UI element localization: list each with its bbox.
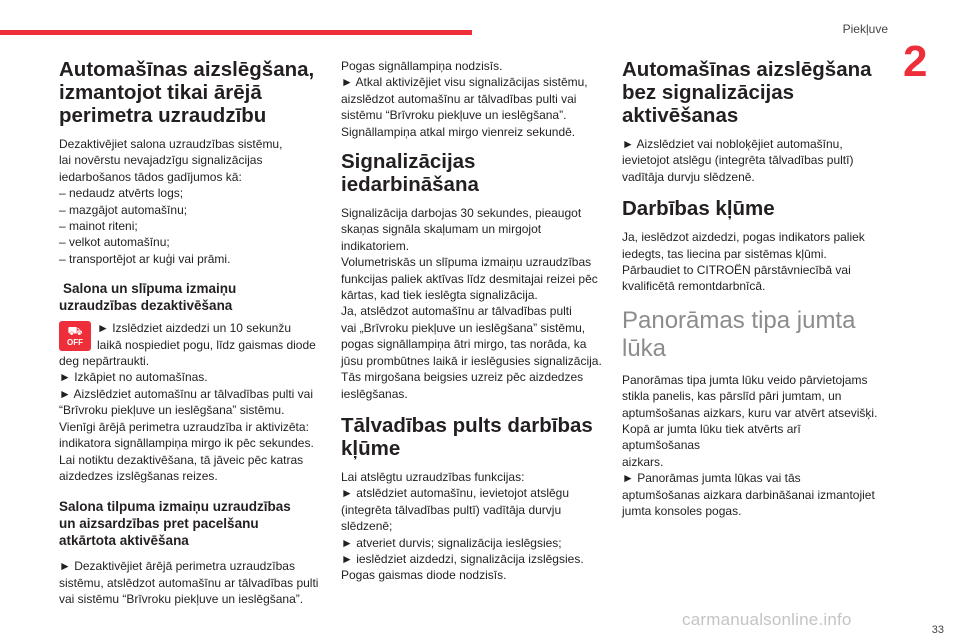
alarm-trigger-body: Signalizācija darbojas 30 sekundes, pieaugot skaņas signāla skaļumam un mirgojot indikatoriem. Volumetriskās un slīpuma izmaiņu uzraudzības funkcijas paliek aktīvas līdz desmitajai reizei pēc kārtas, kad tiek ieslēgta signalizācija. Ja, atslēdzot automašīnu ar tālvadības pulti vai „Brīvroku piekļuve un ieslēgšana” sistēmu, pogas signāllampiņa ātri mirgo, tas norāda, ka jūsu prombūtnes laikā ir ieslēgusies signalizācija. Tās mirgošana beigsies uzreiz pēc aizdedzes ieslēgšanas. xyxy=(341,206,602,401)
list-item: – mazgājot automašīnu; xyxy=(59,202,188,217)
section-name: Piekļuve xyxy=(842,22,888,36)
heading-lock-perimeter: Automašīnas aizslēgšana, izmantojot tikai ārējā perimetra uzraudzību xyxy=(59,58,315,127)
heading-remote-failure: Tālvadības pults darbības kļūme xyxy=(341,413,593,460)
heading-lock-without-alarm: Automašīnas aizslēgšana bez signalizācijas aktivēšanas xyxy=(622,58,872,127)
subheading-reactivation: Salona tilpuma izmaiņu uzraudzības un aizsardzības pret pacelšanu atkārtota aktivēšana xyxy=(59,499,291,549)
column-3 xyxy=(622,58,882,520)
watermark: carmanualsonline.info xyxy=(682,610,852,629)
dash-list xyxy=(59,185,324,267)
page-number: 33 xyxy=(931,624,944,636)
column-2 xyxy=(341,58,606,584)
icon-instruction: ⛟ OFF ► Izslēdziet aizdedzi un 10 sekunžu laikā nospiediet pogu, līdz gaismas diode xyxy=(59,320,324,353)
alarm-off-icon: ⛟ OFF xyxy=(59,321,91,351)
top-accent-bar xyxy=(0,30,472,35)
remote-failure-body: Lai atslēgtu uzraudzības funkcijas: ► atslēdziet automašīnu, ievietojot atslēgu (integrēta tālvadības pultī) vadītāja durvju slēdzenē; ► atveriet durvis; signalizācija ieslēgsies; ► ieslēdziet aizdedzi, signalizācija izslēgsies. Pogas gaismas diode nodzisīs. xyxy=(341,469,584,583)
sunroof-body: Panorāmas tipa jumta lūku veido pārvietojams stikla panelis, kas pārslīd pāri jumtam, un aptumšošanas aizkars, kuru var atvērt atsevišķi. Kopā ar jumta lūku tiek atvērts arī aptumšošanas aizkars. ► Panorāmas jumta lūkas vai tās aptumšošanas aizkara darbināšanai izmantojiet jumta konsoles pogas. xyxy=(622,372,878,519)
list-item: – nedaudz atvērts logs; xyxy=(59,186,184,201)
deactivation-body: deg nepārtraukti. ► Izkāpiet no automašīnas. ► Aizslēdziet automašīnu ar tālvadības pulti vai “Brīvroku piekļuve un ieslēgšana” sistēmu. Vienīgi ārējā perimetra uzraudzība ir aktivizēta: indikatora signāllampiņa mirgo ik pēc sekundes. Lai notiktu dezaktivēšana, tā jāveic pēc katras aizdedzes izslēgšanas reizes. xyxy=(59,354,314,483)
column-1 xyxy=(59,58,324,608)
heading-malfunction: Darbības kļūme xyxy=(622,197,775,221)
intro-text: Dezaktivējiet salona uzraudzības sistēmu, lai novērstu nevajadzīgu signalizācijas iedarbošanos tādos gadījumos kā: xyxy=(59,137,283,184)
list-item: – velkot automašīnu; xyxy=(59,235,170,250)
list-item: – transportējot ar kuģi vai prāmi. xyxy=(59,251,231,266)
heading-alarm-trigger: Signalizācijas iedarbināšana xyxy=(341,150,479,197)
reactivation-body: ► Dezaktivējiet ārējā perimetra uzraudzības sistēmu, atslēdzot automašīnu ar tālvadības pulti vai sistēmu “Brīvroku piekļuve un ieslēgšana”. xyxy=(59,559,319,607)
heading-panoramic-sunroof: Panorāmas tipa jumta lūka xyxy=(622,306,856,362)
subheading-deactivation: Salona un slīpuma izmaiņu uzraudzības dezaktivēšana xyxy=(59,281,237,314)
malfunction-body: Ja, ieslēdzot aizdedzi, pogas indikators paliek iedegts, tas liecina par sistēmas kļūmi. Pārbaudiet to CITROËN pārstāvniecībā vai kvalificētā remontdarbnīcā. xyxy=(622,230,865,294)
chapter-number: 2 xyxy=(903,37,928,86)
list-item: – mainot riteni; xyxy=(59,219,138,234)
lock-without-alarm-body: ► Aizslēdziet vai nobloķējiet automašīnu, ievietojot atslēgu (integrēta tālvadības pultī) vadītāja durvju slēdzenē. xyxy=(622,137,854,184)
continued-text: Pogas signāllampiņa nodzisīs. ► Atkal aktivizējiet visu signalizācijas sistēmu, aizslēdzot automašīnu ar tālvadības pulti vai sistēmu “Brīvroku piekļuve un ieslēgšana”. Signāllampiņa atkal mirgo vienreiz sekundē. xyxy=(341,59,588,139)
